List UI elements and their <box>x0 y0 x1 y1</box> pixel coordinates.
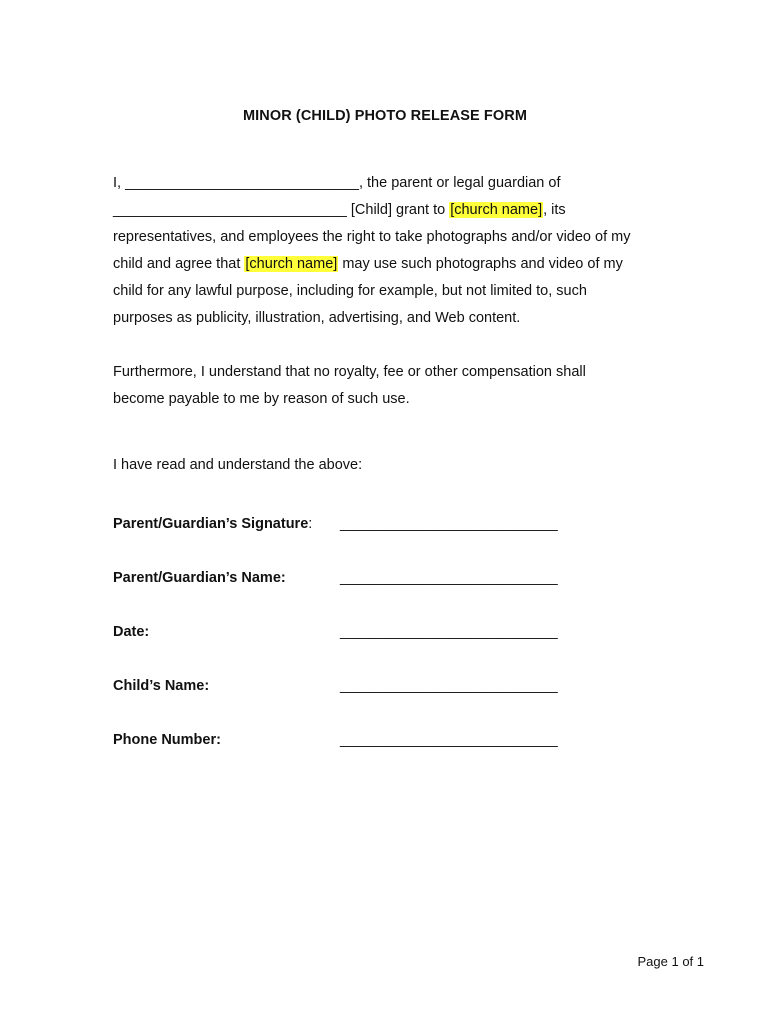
paragraph-line: representatives, and employees the right to take photographs and/or video of my <box>113 229 631 245</box>
field-label: Parent/Guardian’s Signature: <box>113 516 313 532</box>
date-field-row <box>113 624 573 644</box>
paragraph-line: I, _____________________________, the parent or legal guardian of <box>113 175 561 191</box>
paragraph-text: may use such photographs and video of my <box>338 256 623 272</box>
guardian-name-blank[interactable]: ___________________________ <box>340 570 558 586</box>
guardian-name-field-row <box>113 570 573 590</box>
child-name-field-row <box>113 678 573 698</box>
phone-blank[interactable]: ___________________________ <box>340 732 558 748</box>
signature-field-row <box>113 516 573 536</box>
field-label: Parent/Guardian’s Name: <box>113 570 286 586</box>
field-label: Date: <box>113 624 150 640</box>
document-title: MINOR (CHILD) PHOTO RELEASE FORM <box>242 108 528 124</box>
field-label: Phone Number: <box>113 732 221 748</box>
date-blank[interactable]: ___________________________ <box>340 624 558 640</box>
paragraph-text: _____________________________ [Child] grant to <box>113 202 450 218</box>
paragraph-line: become payable to me by reason of such use. <box>113 391 410 407</box>
paragraph-line <box>113 197 673 224</box>
page-number: Page 1 of 1 <box>637 954 704 969</box>
paragraph-line: Furthermore, I understand that no royalty, fee or other compensation shall <box>113 364 586 380</box>
paragraph-line: child for any lawful purpose, including for example, but not limited to, such <box>113 283 587 299</box>
paragraph-text: child and agree that <box>113 256 245 272</box>
field-label: Child’s Name: <box>113 678 210 694</box>
child-name-blank[interactable]: ___________________________ <box>340 678 558 694</box>
church-name-placeholder: [church name] <box>450 202 543 218</box>
signature-blank[interactable]: ___________________________ <box>340 516 558 532</box>
church-name-placeholder: [church name] <box>245 256 338 272</box>
acknowledgement-paragraph <box>113 452 673 479</box>
paragraph-line: I have read and understand the above: <box>113 457 363 473</box>
paragraph-text: , its <box>543 202 566 218</box>
paragraph-line: purposes as publicity, illustration, advertising, and Web content. <box>113 310 521 326</box>
phone-field-row <box>113 732 573 752</box>
paragraph-line <box>113 251 673 278</box>
consent-paragraph <box>113 170 673 332</box>
compensation-paragraph <box>113 359 673 413</box>
